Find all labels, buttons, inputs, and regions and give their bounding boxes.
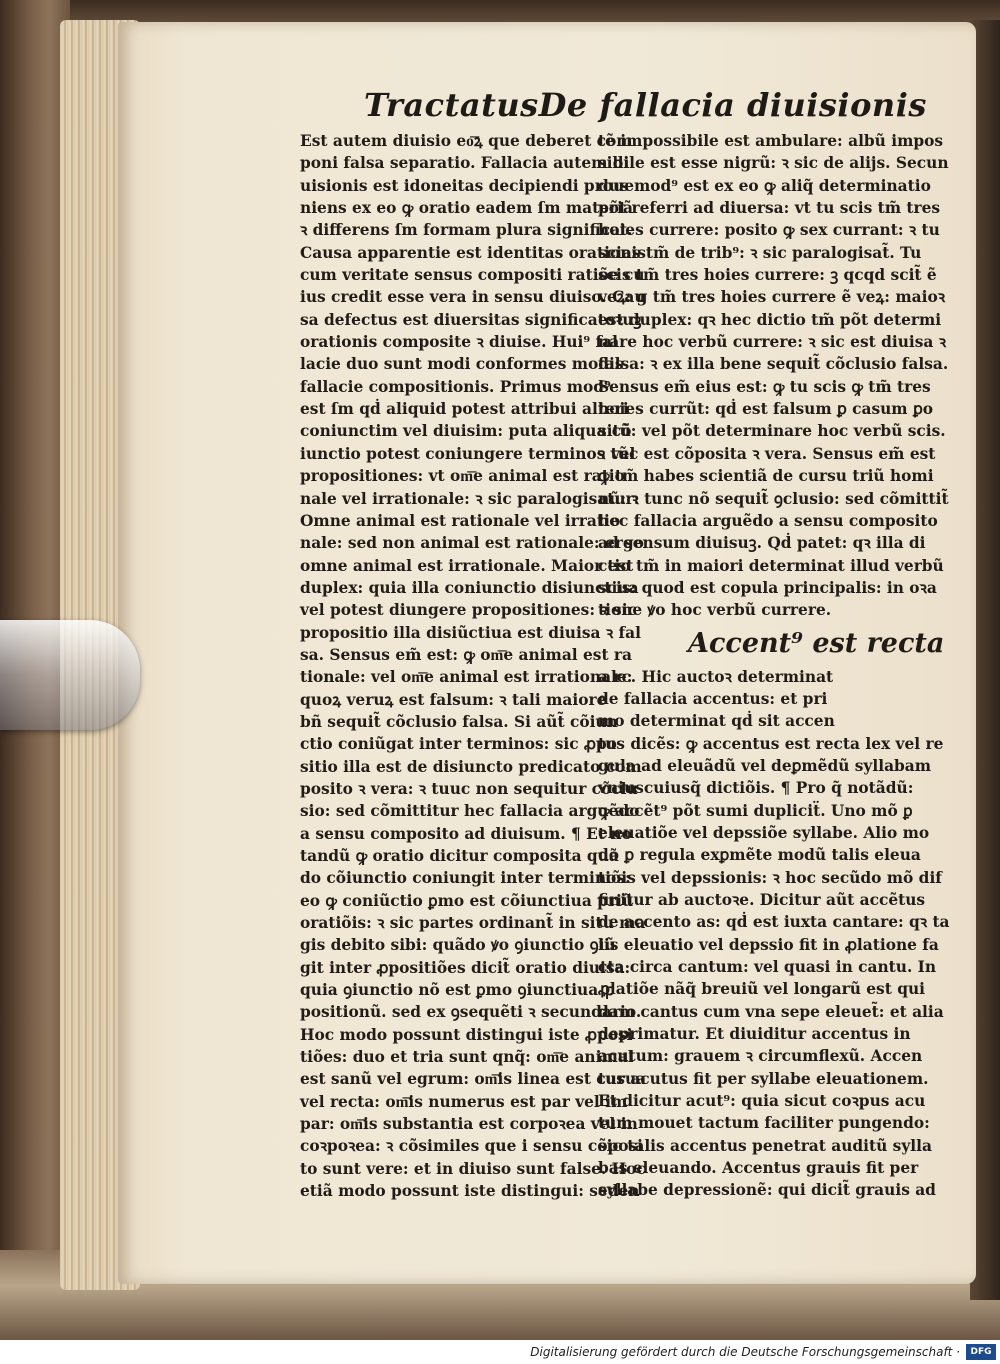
text-line: vniuscuiusq̃ dictiõis. ¶ Pro q̃ notãdũ: [598,779,914,798]
text-line: dus mod⁹ est ex eo ꝙ aliq̃ determinatio [598,176,931,195]
text-line: eleuatiõe vel depssiõe syllabe. Alio mo [598,823,930,842]
footer-credit: Digitalisierung gefördert durch die Deutsche Forschungsgemeinschaft · [530,1345,960,1359]
right-column [598,130,950,1202]
text-line: ius credit esse vera in sensu diuiso. Cau [300,288,646,307]
text-line: eo ꝙ coniũctio ꝑmo est cõiunctiua priũ [300,891,634,910]
text-line: scis: quod est copula principalis: in oꝛa [598,578,937,597]
text-line: duplex: quia illa coniunctio disiunctiua [300,578,639,597]
text-line: niens ex eo ꝙ oratio eadem ſm materiã [300,199,633,218]
text-line: est sanũ vel egrum: om͞is linea est curua [300,1070,647,1089]
text-line: hoies currere: posito ꝙ sex currant: ꝛ tu [598,221,940,240]
text-line: Hoc modo possunt distingui iste ꝓposi [300,1025,633,1044]
text-line: nale vel irrationale: ꝛ sic paralogisatur: [300,489,640,508]
running-header [364,86,927,126]
text-line: tum mouet tactum faciliter pungendo: [598,1114,930,1133]
text-line: propositiones: vt om͞e animal est ratio [300,467,625,486]
text-line: coniunctim vel diuisim: puta aliqua cõ [300,422,632,441]
text-line: etiã modo possunt iste distingui: seden [300,1182,640,1201]
text-line: sitio illa est de disiuncto predicato com [300,757,642,776]
text-line: to sunt vere: et in diuiso sunt false. Hoc [300,1159,646,1178]
text-line: nale: sed non animal est rationale: ergo [300,534,644,553]
text-line: põt referri ad diuersa: vt tu scis tm̃ tres [598,199,941,218]
page-clip [0,620,140,730]
text-line: coꝛpoꝛea: ꝛ cõsimiles que i sensu cõposi [300,1137,643,1156]
text-line: tionale: vel om͞e animal est irrationale: [300,668,633,687]
text-line: gula ad eleuãdũ vel deꝑmẽdũ syllabam [598,756,932,775]
text-line: ctio tm̃ in maiori determinat illud verbũ [598,556,944,575]
text-line: ꝙ tm̃ habes scientiã de cursu triũ homi [598,467,934,486]
text-line: cum veritate sensus compositi ratiõe cu [300,266,645,285]
text-line: Omne animal est rationale vel irratio [300,511,621,530]
text-line: cta circa cantum: vel quasi in cantu. In [598,958,937,977]
text-line: fallacie compositionis. Primus mod⁹ [300,377,611,396]
text-line: propositio illa disiũctiua est diuisa ꝛ fal [300,623,641,642]
text-line: dam cantus cum vna sepe eleuet̃: et alia [598,1002,944,1021]
text-line: gis debito sibi: quãdo ꝟo ꝯiunctio ꝯiũ [300,936,616,955]
text-line: Sensus em̃ eius est: ꝙ tu scis ꝙ tm̃ tres [598,377,931,396]
text-line: sa defectus est diuersitas significatoꝛuꝫ [300,310,642,329]
text-line: ꝛ tũc est cõposita ꝛ vera. Sensus em̃ est [598,444,936,463]
text-line: est duplex: qꝛ hec dictio tm̃ põt determi [598,310,942,329]
text-line: bñ sequit̃ cõclusio falsa. Si aũt̃ cõiun [300,712,618,731]
text-line: orationis composite ꝛ diuise. Hui⁹ fal [300,333,618,352]
text-line: tus dicẽs: ꝙ accentus est recta lex vel re [598,734,944,753]
text-line: Causa apparentie est identitas orationis [300,243,646,262]
text-line: bas eleuando. Accentus grauis fit per [598,1159,919,1178]
text-line: tiões: duo et tria sunt qnq̃: om͞e animal [300,1048,634,1067]
text-line: tiõis vel depssionis: ꝛ hoc secũdo mõ dif [598,868,942,887]
text-line: Et dicitur acut⁹: quia sicut coꝛpus acu [598,1092,926,1111]
text-line: a sensu composito ad diuisum. ¶ Et no [300,824,632,843]
header-right: De fallacia diuisionis [538,86,927,124]
text-line: vel potest diungere propositiones: ꝛ sic [300,601,637,620]
text-line: do cõiunctio coniungit inter terminos: [300,869,631,888]
text-line: tẽ impossibile est ambulare: albũ impos [598,132,944,150]
text-line: scias tm̃ de trib⁹: ꝛ sic paralogisat̃. Tu [598,243,922,262]
text-line: finitur ab auctoꝛe. Dicitur aũt accẽtus [598,891,926,909]
section-heading: Accent⁹ est recta [688,627,945,659]
text-line: mo determinat qḋ sit accen [598,712,835,731]
text-line: sibile est esse nigrũ: ꝛ sic de alijs. Secun [598,154,949,173]
text-line: acutum: grauem ꝛ circumflexũ. Accen [598,1047,923,1066]
text-line: sic talis accentus penetrat auditũ sylla [598,1136,932,1155]
text-line: hoies currũt: qḋ est falsum ꝑ casum ꝑo [598,400,933,419]
text-line: ꝓlatiõe nãq̃ breuiũ vel longarũ est qui [598,980,925,999]
text-line: a rc. Hic auctoꝛ determinat [598,667,834,686]
text-line: poni falsa separatio. Fallacia autem di [300,154,630,173]
text-line: syllabe depressionẽ: qui dicit̃ grauis ad [598,1181,936,1200]
text-line: git inter ꝓpositiões dicit̃ oratio diuisa: [300,958,631,977]
text-line: veꝝ: g tm̃ tres hoies currere ẽ veꝝ: maioꝛ [598,288,946,307]
text-line: nũ: ꝛ tunc nõ sequit̃ ꝯclusio: sed cõmittit̃ [598,489,949,508]
text-line: tione ꝟo hoc verbũ currere. [598,601,832,620]
text-line: ctio coniũgat inter terminos: sic ꝓpo [300,735,617,754]
text-line: ꝛ differens ſm formam plura significat. [300,221,633,240]
text-line: Est autem diuisio eo͞ꝝ que deberet com [300,132,633,150]
text-line: posito ꝛ vera: ꝛ tuuc non sequitur cõclu [300,779,638,798]
text-line: ꝙ accẽt⁹ põt sumi dupliciẗ. Uno mõ ꝑ [598,801,913,820]
text-line: sio: sed cõmittitur hec fallacia arguẽdo [300,802,640,821]
text-line: positionũ. sed ex ꝯsequẽti ꝛ secundario. [300,1003,642,1022]
text-line: tandũ ꝙ oratio dicitur composita quã [300,847,619,865]
text-line: de fallacia accentus: et pri [598,689,828,708]
text-line: ad sensum diuisuꝫ. Qḋ patet: qꝛ illa di [598,534,926,553]
header-left: Tractatus [364,86,539,124]
text-line: est ſm qḋ aliquid potest attribui alteri [300,400,629,419]
text-line: deprimatur. Et diuiditur accentus in [598,1025,911,1044]
footer-bar [0,1340,1000,1364]
text-line: sitũ: vel põt determinare hoc verbũ scis. [598,422,946,441]
text-line: par: om͞is substantia est corpoꝛea vel in [300,1115,638,1134]
text-line: vel recta: om͞is numerus est par vel im [300,1092,628,1111]
text-line: de accento as: qḋ est iuxta cantare: qꝛ ta [598,913,950,932]
left-column [300,130,647,1203]
text-line: tus acutus fit per syllabe eleuationem. [598,1069,929,1088]
text-line: sa. Sensus em̃ est: ꝙ om͞e animal est ra [300,645,632,664]
text-line: quia ꝯiunctio nõ est ꝑmo ꝯiunctiua ꝓ [300,981,615,1000]
dfg-logo: DFG [966,1344,996,1360]
text-line: iunctio potest coniungere terminos vel [300,444,636,463]
text-line: quoꝝ veruꝝ est falsum: ꝛ tali maiore [300,690,607,709]
text-line: omne animal est irrationale. Maior est [300,556,634,575]
text-line: oratiõis: ꝛ sic partes ordinant̃ in situ ma [300,914,646,933]
text-line: lis eleuatio vel depssio fit in ꝓlatione fa [598,935,939,954]
text-line: lacie duo sunt modi conformes modis [300,355,624,374]
text-line: do ꝑ regula exꝑmẽte modũ talis eleua [598,846,921,865]
text-line: falsa: ꝛ ex illa bene sequit̃ cõclusio falsa. [598,355,949,374]
text-line: uisionis est idoneitas decipiendi proue [300,176,635,195]
text-line: nare hoc verbũ currere: ꝛ sic est diuisa ꝛ [598,333,947,352]
text-line: scis tm̃ tres hoies currere: ꝫ qcqd scit̃ ẽ [598,266,937,285]
text-line: hec fallacia arguẽdo a sensu composito [598,511,938,530]
